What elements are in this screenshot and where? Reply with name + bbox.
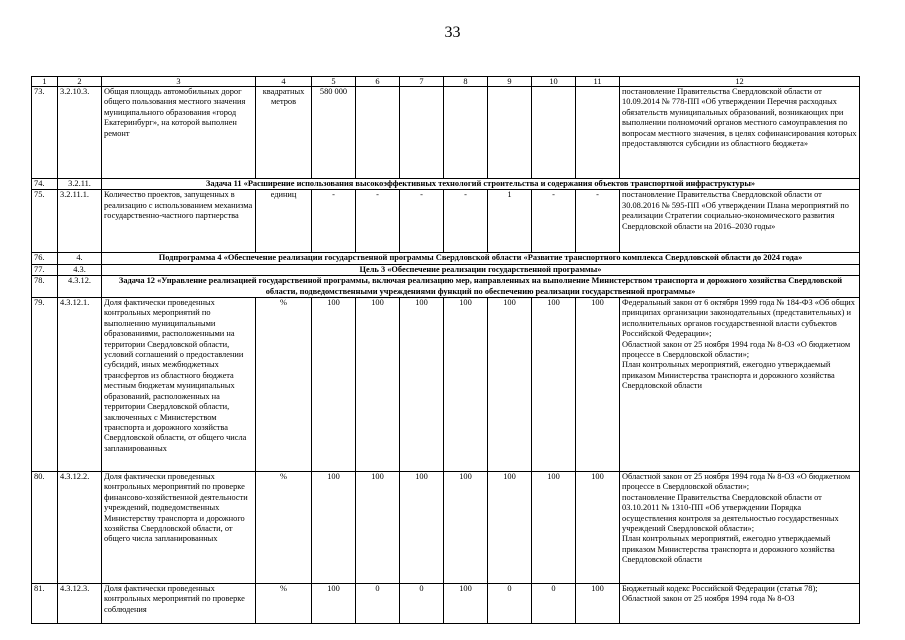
header-cell: 2 <box>58 77 102 87</box>
row-number: 80. <box>32 472 58 584</box>
value-col10: - <box>532 190 576 253</box>
row-code: 4.3.12.3. <box>58 584 102 624</box>
value-col9: 100 <box>488 298 532 472</box>
header-cell: 4 <box>256 77 312 87</box>
value-col8: 100 <box>444 298 488 472</box>
header-cell: 8 <box>444 77 488 87</box>
source-document: Федеральный закон от 6 октября 1999 года № 184-ФЗ «Об общих принципах организации законодательных (представительных) и исполнительных органов государственной власти субъектов Российской Федерации»; Областной закон от 25 ноября 1994 года № 8-ОЗ «О бюджетном процессе в Свердловской области»; План контрольных мероприятий, ежегодно утверждаемый приказом Министерства транспорта и дорожного хозяйства Свердловской области <box>620 298 860 472</box>
value-col5: 100 <box>312 472 356 584</box>
goal-row <box>32 264 860 275</box>
row-number: 79. <box>32 298 58 472</box>
table-row <box>32 584 860 624</box>
header-cell: 1 <box>32 77 58 87</box>
table-row <box>32 190 860 253</box>
value-col6: 0 <box>356 584 400 624</box>
header-row <box>32 77 860 87</box>
value-col10: 100 <box>532 298 576 472</box>
value-col6: - <box>356 190 400 253</box>
row-code: 3.2.11.1. <box>58 190 102 253</box>
row-number: 78. <box>32 276 58 298</box>
indicator-name: Количество проектов, запущенных в реализацию с использованием механизма государственно-частного партнерства <box>102 190 256 253</box>
row-code: 3.2.11. <box>58 179 102 190</box>
value-col7: - <box>400 190 444 253</box>
value-col11: 100 <box>576 472 620 584</box>
header-cell: 10 <box>532 77 576 87</box>
source-document: Бюджетный кодекс Российской Федерации (статья 78); Областной закон от 25 ноября 1994 года № 8-ОЗ <box>620 584 860 624</box>
header-cell: 3 <box>102 77 256 87</box>
row-code: 4. <box>58 253 102 264</box>
task-title: Задача 12 «Управление реализацией государственной программы, включая реализацию мер, направленных на выполнение Министерством транспорта и дорожного хозяйства Свердловской области, подведомственными учреждениями функций по обеспечению реализации государственной программы» <box>102 276 860 298</box>
value-col11: 100 <box>576 298 620 472</box>
unit: единиц <box>256 190 312 253</box>
header-cell: 9 <box>488 77 532 87</box>
value-col11: 100 <box>576 584 620 624</box>
row-number: 73. <box>32 87 58 179</box>
indicator-name: Доля фактически проведенных контрольных мероприятий по проверке финансово-хозяйственной деятельности учреждений, подведомственных Министерству транспорта и дорожного хозяйства Свердловской области, от общего числа запланированных <box>102 472 256 584</box>
unit: % <box>256 584 312 624</box>
task-row <box>32 179 860 190</box>
task-title: Задача 11 «Расширение использования высокоэффективных технологий строительства и содержания объектов транспортной инфраструктуры» <box>102 179 860 190</box>
value-col8: - <box>444 190 488 253</box>
value-col8: 100 <box>444 472 488 584</box>
value-col5: 100 <box>312 584 356 624</box>
indicators-table <box>31 76 860 624</box>
row-number: 81. <box>32 584 58 624</box>
row-number: 75. <box>32 190 58 253</box>
goal-title: Цель 3 «Обеспечение реализации государственной программы» <box>102 264 860 275</box>
table-row <box>32 472 860 584</box>
table-row <box>32 298 860 472</box>
source-document: Областной закон от 25 ноября 1994 года № 8-ОЗ «О бюджетном процессе в Свердловской области»; постановление Правительства Свердловской области от 03.10.2011 № 1310-ПП «Об утверждении Порядка осуществления контроля за деятельностью государственных учреждений Свердловской области»; План контрольных мероприятий, ежегодно утверждаемый приказом Министерства транспорта и дорожного хозяйства Свердловской области <box>620 472 860 584</box>
table-row <box>32 87 860 179</box>
unit: % <box>256 298 312 472</box>
row-number: 74. <box>32 179 58 190</box>
value-col9: 0 <box>488 584 532 624</box>
value-col11 <box>576 87 620 179</box>
task-row <box>32 276 860 298</box>
unit: % <box>256 472 312 584</box>
row-number: 76. <box>32 253 58 264</box>
value-col8: 100 <box>444 584 488 624</box>
header-cell: 7 <box>400 77 444 87</box>
unit: квадратных метров <box>256 87 312 179</box>
value-col11: - <box>576 190 620 253</box>
value-col9: 100 <box>488 472 532 584</box>
value-col7: 100 <box>400 472 444 584</box>
value-col5: 100 <box>312 298 356 472</box>
header-cell: 12 <box>620 77 860 87</box>
row-code: 4.3.12.1. <box>58 298 102 472</box>
header-cell: 5 <box>312 77 356 87</box>
row-code: 4.3.12. <box>58 276 102 298</box>
indicator-name: Доля фактически проведенных контрольных мероприятий по проверке соблюдения <box>102 584 256 624</box>
value-col10: 0 <box>532 584 576 624</box>
subprogram-title: Подпрограмма 4 «Обеспечение реализации государственной программы Свердловской области «Развитие транспортного комплекса Свердловской области до 2024 года» <box>102 253 860 264</box>
value-col7: 100 <box>400 298 444 472</box>
value-col6: 100 <box>356 472 400 584</box>
value-col6 <box>356 87 400 179</box>
row-code: 4.3. <box>58 264 102 275</box>
header-cell: 11 <box>576 77 620 87</box>
value-col7 <box>400 87 444 179</box>
value-col9 <box>488 87 532 179</box>
subprogram-row <box>32 253 860 264</box>
indicator-name: Общая площадь автомобильных дорог общего пользования местного значения муниципального образования «город Екатеринбург», на которой выполнен ремонт <box>102 87 256 179</box>
source-document: постановление Правительства Свердловской области от 10.09.2014 № 778-ПП «Об утверждении Перечня расходных обязательств муниципальных образований, возникающих при выполнении полномочий органов местного самоуправления по вопросам местного значения, в целях софинансирования которых предоставляются субсидии из областного бюджета» <box>620 87 860 179</box>
value-col7: 0 <box>400 584 444 624</box>
row-code: 4.3.12.2. <box>58 472 102 584</box>
header-cell: 6 <box>356 77 400 87</box>
source-document: постановление Правительства Свердловской области от 30.08.2016 № 595-ПП «Об утверждении Плана мероприятий по реализации Стратегии социально-экономического развития Свердловской области на 2016–2030 годы» <box>620 190 860 253</box>
value-col9: 1 <box>488 190 532 253</box>
value-col5: - <box>312 190 356 253</box>
indicator-name: Доля фактически проведенных контрольных мероприятий по выполнению муниципальными образованиями, расположенными на территории Свердловской области, условий соглашений о предоставлении субсидий, иных межбюджетных трансфертов из областного бюджета местным бюджетам муниципальных образований, расположенных на территории Свердловской области, заключенных с Министерством транспорта и дорожного хозяйства Свердловской области, от общего числа запланированных <box>102 298 256 472</box>
value-col5: 580 000 <box>312 87 356 179</box>
row-code: 3.2.10.3. <box>58 87 102 179</box>
page-number: 33 <box>444 24 461 41</box>
row-number: 77. <box>32 264 58 275</box>
value-col10: 100 <box>532 472 576 584</box>
value-col8 <box>444 87 488 179</box>
value-col6: 100 <box>356 298 400 472</box>
value-col10 <box>532 87 576 179</box>
